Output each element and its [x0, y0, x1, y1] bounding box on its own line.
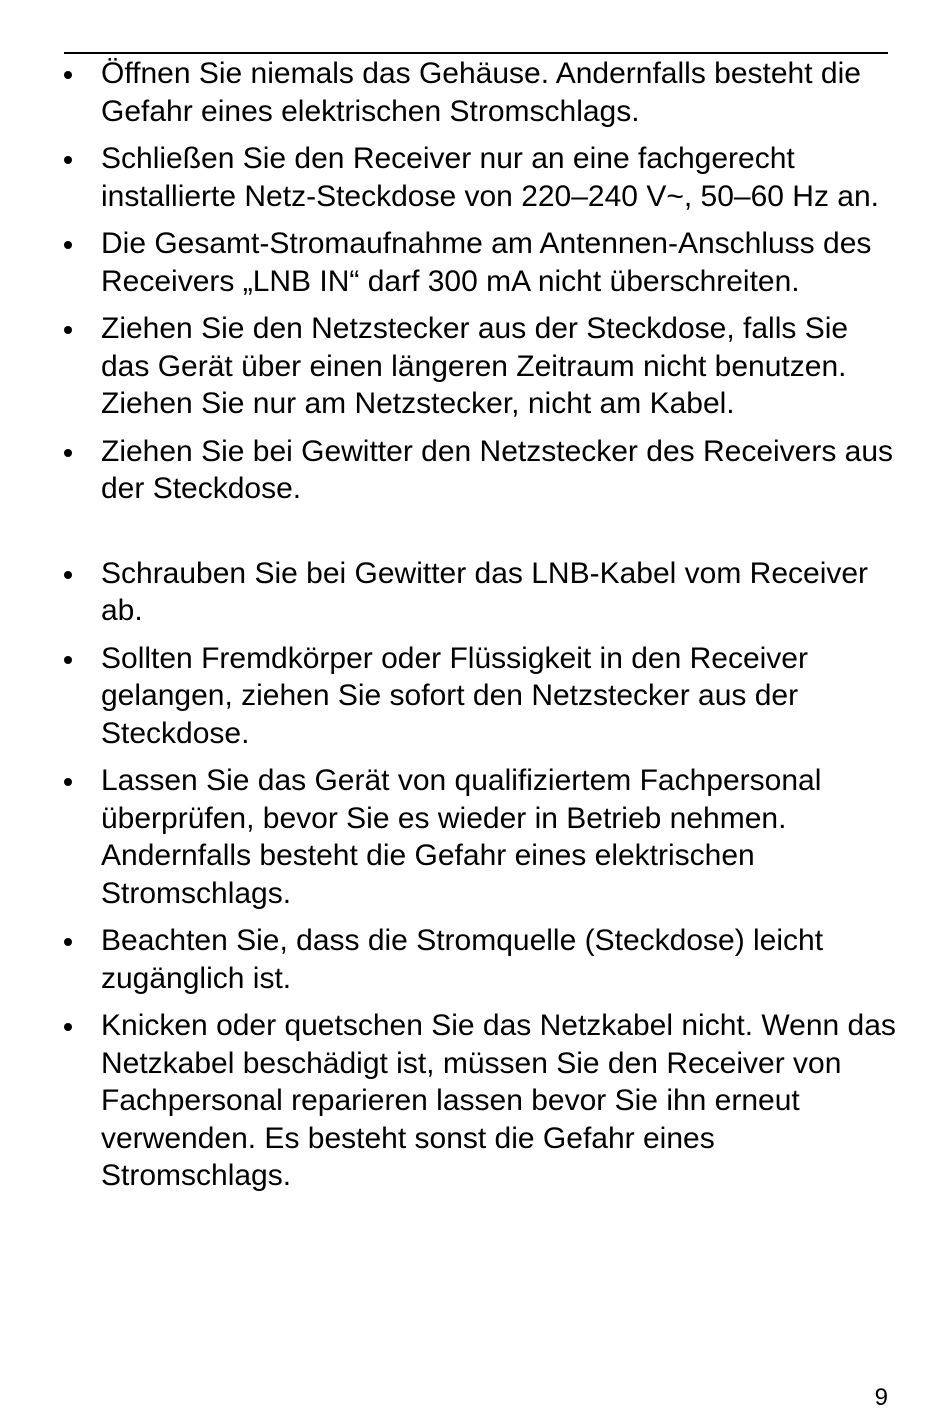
list-item [60, 55, 896, 130]
list-item [60, 1007, 896, 1195]
list-item-text: Schrauben Sie bei Gewitter das LNB-Kabel vom Receiver ab. [101, 556, 869, 627]
bullet-icon [64, 449, 72, 457]
bullet-icon [64, 938, 72, 946]
list-item [60, 922, 896, 997]
bullet-icon [64, 571, 72, 579]
list-item-text: Schließen Sie den Receiver nur an eine fachgerecht installierte Netz-Steckdose von 220–240 V~, 50–60 Hz an. [101, 142, 879, 213]
list-item-text: Beachten Sie, dass die Stromquelle (Steckdose) leicht zugänglich ist. [101, 924, 824, 995]
list-item [60, 433, 896, 508]
list-item-text: Öffnen Sie niemals das Gehäuse. Andernfalls besteht die Gefahr eines elektrischen Stromschlags. [101, 57, 861, 128]
list-item-text: Die Gesamt-Stromaufnahme am Antennen-Anschluss des Receivers „LNB IN“ darf 300 mA nicht überschreiten. [101, 227, 872, 298]
bullet-icon [64, 241, 72, 249]
list-item-text: Lassen Sie das Gerät von qualifiziertem Fachpersonal überprüfen, bevor Sie es wieder in Betrieb nehmen. Andernfalls besteht die Gefahr eines elektrischen Stromschlags. [101, 764, 822, 910]
list-item [60, 310, 896, 423]
list-item-text: Ziehen Sie den Netzstecker aus der Steckdose, falls Sie das Gerät über einen längeren Zeitraum nicht benutzen. Ziehen Sie nur am Netzstecker, nicht am Kabel. [101, 312, 849, 420]
list-item-text: Knicken oder quetschen Sie das Netzkabel nicht. Wenn das Netzkabel beschädigt ist, müssen Sie den Receiver von Fachpersonal reparieren lassen bevor Sie ihn erneut verwenden. Es besteht sonst die Gefahr eines Stromschlags. [101, 1009, 896, 1192]
bullet-icon [64, 71, 72, 79]
list-item-text: Ziehen Sie bei Gewitter den Netzstecker des Receivers aus der Steckdose. [101, 434, 894, 505]
list-item-text: Sollten Fremdkörper oder Flüssigkeit in den Receiver gelangen, ziehen Sie sofort den Netzstecker aus der Steckdose. [101, 641, 808, 750]
bullet-icon [64, 326, 72, 334]
top-rule [64, 52, 888, 54]
list-item [60, 762, 896, 912]
bullet-icon [64, 656, 72, 664]
list-item [60, 225, 896, 300]
bullet-icon [64, 778, 72, 786]
page-number: 9 [874, 1384, 888, 1411]
bullet-icon [64, 1023, 72, 1031]
list-item [60, 140, 896, 215]
list-item [60, 640, 896, 753]
safety-bullet-list [60, 55, 896, 1205]
bullet-icon [64, 156, 72, 164]
list-item [60, 555, 896, 630]
